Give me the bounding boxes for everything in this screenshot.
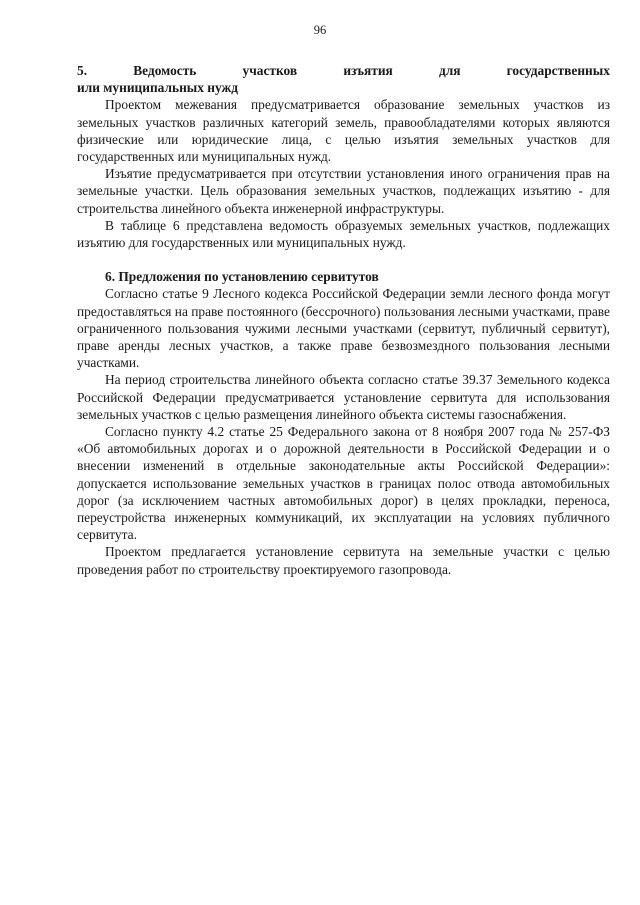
section-5-heading-word: 5. (77, 63, 88, 78)
section-6-paragraph: Согласно статье 9 Лесного кодекса Российской Федерации земли лесного фонда могут предоставляться на праве постоянного (бессрочного) пользования лесными участками, праве ограниченного пользования чужими лесными участками (сервитут, публичный сервитут), праве аренды лесных участков, а также праве безвозмездного пользования лесными участками. (77, 286, 610, 371)
section-6-paragraph: Согласно пункту 4.2 статье 25 Федерального закона от 8 ноября 2007 года № 257-ФЗ «Об автомобильных дорогах и о дорожной деятельности в Российской Федерации и о внесении изменений в отдельные законодательные акты Российской Федерации»: допускается использование земельных участков в границах полос отвода автомобильных дорог (за исключением частных автомобильных дорог) в целях прокладки, переноса, переустройства инженерных коммуникаций, их эксплуатации на условиях публичного сервитута. (77, 424, 610, 543)
section-5-paragraph: В таблице 6 представлена ведомость образуемых земельных участков, подлежащих изъятию для государственных или муниципальных нужд. (77, 217, 610, 251)
section-5-heading-line1 (77, 62, 610, 79)
section-5-paragraph: Проектом межевания предусматривается образование земельных участков из земельных участков различных категорий земель, правообладателями которых являются физические или юридические лица, с целью изъятия земельных участков для государственных или муниципальных нужд. (77, 97, 610, 165)
section-5-paragraph: Изъятие предусматривается при отсутствии установления иного ограничения прав на земельные участки. Цель образования земельных участков, подлежащих изъятию - для строительства линейного объекта инженерной инфраструктуры. (77, 166, 610, 216)
section-6-paragraph: Проектом предлагается установление сервитута на земельные участки с целью проведения работ по строительству проектируемого газопровода. (77, 544, 610, 577)
section-5-heading-word: Ведомость (133, 63, 197, 78)
section-5-heading (77, 62, 610, 96)
section-6-paragraph: На период строительства линейного объекта согласно статье 39.37 Земельного кодекса Российской Федерации предусматривается установление сервитута для использования земельных участков с целью размещения линейного объекта системы газоснабжения. (77, 372, 610, 422)
section-5-heading-word: для (438, 63, 461, 78)
section-5-heading-word: изъятия (343, 63, 393, 78)
section-5-heading-line2: или муниципальных нужд (77, 80, 239, 96)
page-content (77, 62, 610, 578)
section-5-heading-word: участков (242, 63, 298, 78)
section-6-heading: 6. Предложения по установлению сервитутов (105, 269, 379, 285)
section-5-heading-word: государственных (506, 63, 610, 78)
page-number: 96 (313, 23, 327, 37)
